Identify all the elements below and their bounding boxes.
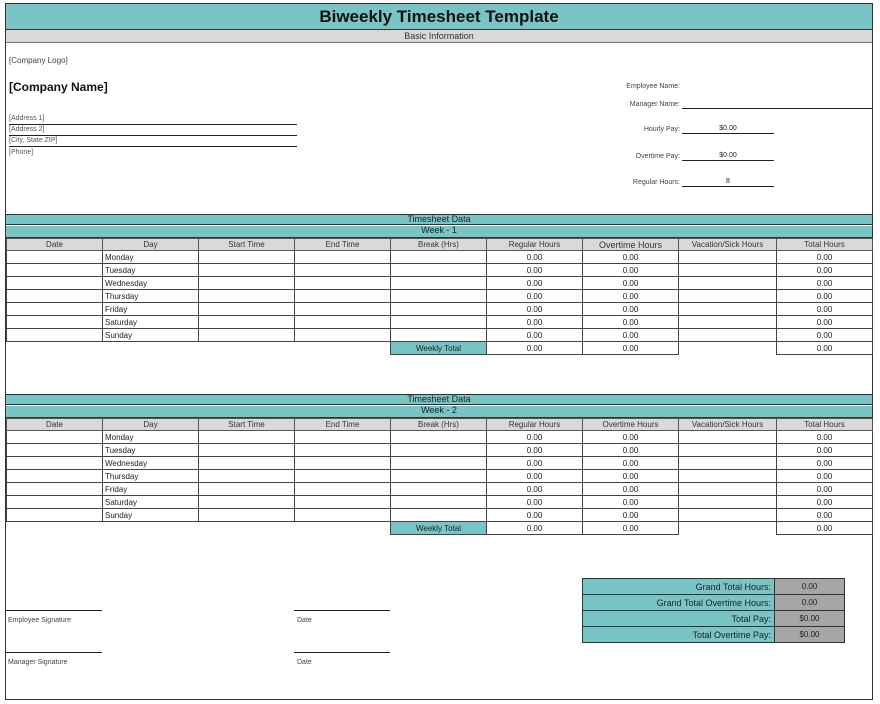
day-cell: Friday xyxy=(103,483,199,496)
hourly-pay-label: Hourly Pay: xyxy=(643,126,680,133)
overtime-pay-label: Overtime Pay: xyxy=(635,153,680,160)
vacation-sick-cell[interactable] xyxy=(679,303,777,316)
grand-total-hours-value: 0.00 xyxy=(775,579,845,595)
regular-hours-cell: 0.00 xyxy=(487,264,583,277)
employee-date-label: Date xyxy=(297,617,312,624)
grand-total-overtime-value: 0.00 xyxy=(775,595,845,611)
vacation-sick-cell[interactable] xyxy=(679,277,777,290)
col-total-hours: Total Hours xyxy=(777,419,873,431)
hourly-pay-field[interactable]: $0.00 xyxy=(682,124,774,134)
sheet-title: Biweekly Timesheet Template xyxy=(6,4,872,30)
start-time-cell[interactable] xyxy=(199,303,295,316)
start-time-cell[interactable] xyxy=(199,431,295,444)
table-row xyxy=(7,316,873,329)
regular-hours-label: Regular Hours: xyxy=(632,179,680,186)
total-pay-value: $0.00 xyxy=(775,611,845,627)
day-cell: Friday xyxy=(103,303,199,316)
manager-signature-line[interactable] xyxy=(6,652,102,653)
regular-hours-cell: 0.00 xyxy=(487,470,583,483)
col-date: Date xyxy=(7,419,103,431)
employee-name-field[interactable] xyxy=(682,82,872,92)
end-time-cell[interactable] xyxy=(295,470,391,483)
day-cell: Sunday xyxy=(103,329,199,342)
start-time-cell[interactable] xyxy=(199,316,295,329)
grand-total-overtime-label: Grand Total Overtime Hours: xyxy=(583,595,775,611)
break-cell[interactable] xyxy=(391,329,487,342)
overtime-hours-cell: 0.00 xyxy=(583,316,679,329)
overtime-hours-cell: 0.00 xyxy=(583,457,679,470)
grand-totals-table xyxy=(582,578,845,643)
start-time-cell[interactable] xyxy=(199,290,295,303)
regular-hours-cell: 0.00 xyxy=(487,496,583,509)
total-hours-cell: 0.00 xyxy=(777,509,873,522)
regular-hours-cell: 0.00 xyxy=(487,444,583,457)
end-time-cell[interactable] xyxy=(295,483,391,496)
vacation-sick-cell[interactable] xyxy=(679,251,777,264)
col-vacation-sick-hours: Vacation/Sick Hours xyxy=(679,239,777,251)
vacation-sick-cell[interactable] xyxy=(679,264,777,277)
total-hours-cell: 0.00 xyxy=(777,264,873,277)
table-row xyxy=(7,483,873,496)
weekly-hours-total: 0.00 xyxy=(777,522,873,535)
start-time-cell[interactable] xyxy=(199,264,295,277)
regular-hours-cell: 0.00 xyxy=(487,251,583,264)
overtime-hours-cell: 0.00 xyxy=(583,470,679,483)
date-cell[interactable] xyxy=(7,251,103,264)
table-row xyxy=(7,264,873,277)
week-2-table xyxy=(6,418,873,535)
vacation-sick-cell[interactable] xyxy=(679,496,777,509)
vacation-sick-cell[interactable] xyxy=(679,290,777,303)
table-row xyxy=(7,457,873,470)
date-cell[interactable] xyxy=(7,470,103,483)
start-time-cell[interactable] xyxy=(199,496,295,509)
col-day: Day xyxy=(103,239,199,251)
table-row xyxy=(7,251,873,264)
total-hours-cell: 0.00 xyxy=(777,251,873,264)
col-date: Date xyxy=(7,239,103,251)
company-logo-placeholder: [Company Logo] xyxy=(9,56,68,65)
company-name[interactable]: [Company Name] xyxy=(9,80,108,94)
date-cell[interactable] xyxy=(7,457,103,470)
end-time-cell[interactable] xyxy=(295,444,391,457)
col-overtime-hours: Overtime Hours xyxy=(583,239,679,251)
total-hours-cell: 0.00 xyxy=(777,470,873,483)
date-cell[interactable] xyxy=(7,483,103,496)
regular-hours-cell: 0.00 xyxy=(487,329,583,342)
day-cell: Thursday xyxy=(103,470,199,483)
col-start-time: Start Time xyxy=(199,419,295,431)
end-time-cell[interactable] xyxy=(295,431,391,444)
day-cell: Saturday xyxy=(103,316,199,329)
day-cell: Monday xyxy=(103,251,199,264)
break-cell[interactable] xyxy=(391,457,487,470)
end-time-cell[interactable] xyxy=(295,316,391,329)
total-pay-row xyxy=(583,611,845,627)
vacation-sick-cell[interactable] xyxy=(679,470,777,483)
col-regular-hours: Regular Hours xyxy=(487,419,583,431)
employee-date-line[interactable] xyxy=(294,610,390,611)
table-row xyxy=(7,509,873,522)
day-cell: Saturday xyxy=(103,496,199,509)
table-row xyxy=(7,496,873,509)
manager-signature-label: Manager Signature xyxy=(8,659,68,666)
timesheet-data-header-2: Timesheet Data xyxy=(6,394,872,405)
timesheet-sheet xyxy=(5,3,873,700)
regular-hours-cell: 0.00 xyxy=(487,431,583,444)
overtime-hours-cell: 0.00 xyxy=(583,264,679,277)
start-time-cell[interactable] xyxy=(199,444,295,457)
col-total-hours: Total Hours xyxy=(777,239,873,251)
start-time-cell[interactable] xyxy=(199,251,295,264)
date-cell[interactable] xyxy=(7,496,103,509)
overtime-hours-cell: 0.00 xyxy=(583,509,679,522)
employee-signature-line[interactable] xyxy=(6,610,102,611)
regular-hours-cell: 0.00 xyxy=(487,277,583,290)
regular-hours-cell: 0.00 xyxy=(487,457,583,470)
day-cell: Monday xyxy=(103,431,199,444)
start-time-cell[interactable] xyxy=(199,457,295,470)
break-cell[interactable] xyxy=(391,496,487,509)
table-row xyxy=(7,470,873,483)
weekly-overtime-total: 0.00 xyxy=(583,522,679,535)
regular-hours-cell: 0.00 xyxy=(487,316,583,329)
break-cell[interactable] xyxy=(391,509,487,522)
date-cell[interactable] xyxy=(7,316,103,329)
col-vacation-sick-hours: Vacation/Sick Hours xyxy=(679,419,777,431)
manager-date-label: Date xyxy=(297,659,312,666)
regular-hours-cell: 0.00 xyxy=(487,509,583,522)
table-row xyxy=(7,303,873,316)
date-cell[interactable] xyxy=(7,431,103,444)
address2-field[interactable]: [Address 2] xyxy=(9,125,297,136)
total-overtime-pay-value: $0.00 xyxy=(775,627,845,643)
overtime-hours-cell: 0.00 xyxy=(583,251,679,264)
phone-field[interactable]: [Phone] xyxy=(9,149,34,156)
weekly-total-label: Weekly Total xyxy=(391,522,487,535)
break-cell[interactable] xyxy=(391,470,487,483)
end-time-cell[interactable] xyxy=(295,290,391,303)
grand-total-hours-label: Grand Total Hours: xyxy=(583,579,775,595)
table-row xyxy=(7,290,873,303)
break-cell[interactable] xyxy=(391,251,487,264)
basic-info-header: Basic Information xyxy=(6,30,872,43)
weekly-hours-total: 0.00 xyxy=(777,342,873,355)
total-hours-cell: 0.00 xyxy=(777,290,873,303)
col-overtime-hours: Overtime Hours xyxy=(583,419,679,431)
start-time-cell[interactable] xyxy=(199,483,295,496)
overtime-hours-cell: 0.00 xyxy=(583,277,679,290)
end-time-cell[interactable] xyxy=(295,277,391,290)
col-break: Break (Hrs) xyxy=(391,239,487,251)
col-end-time: End Time xyxy=(295,419,391,431)
day-cell: Wednesday xyxy=(103,277,199,290)
date-cell[interactable] xyxy=(7,329,103,342)
day-cell: Thursday xyxy=(103,290,199,303)
date-cell[interactable] xyxy=(7,509,103,522)
end-time-cell[interactable] xyxy=(295,303,391,316)
grand-total-hours-row xyxy=(583,579,845,595)
total-hours-cell: 0.00 xyxy=(777,303,873,316)
day-cell: Tuesday xyxy=(103,264,199,277)
total-pay-label: Total Pay: xyxy=(583,611,775,627)
table-row xyxy=(7,444,873,457)
overtime-hours-cell: 0.00 xyxy=(583,290,679,303)
date-cell[interactable] xyxy=(7,290,103,303)
vacation-sick-cell[interactable] xyxy=(679,329,777,342)
vacation-sick-cell[interactable] xyxy=(679,457,777,470)
vacation-sick-cell[interactable] xyxy=(679,431,777,444)
break-cell[interactable] xyxy=(391,303,487,316)
table-row xyxy=(7,431,873,444)
overtime-hours-cell: 0.00 xyxy=(583,329,679,342)
regular-hours-cell: 0.00 xyxy=(487,483,583,496)
date-cell[interactable] xyxy=(7,277,103,290)
break-cell[interactable] xyxy=(391,264,487,277)
start-time-cell[interactable] xyxy=(199,329,295,342)
col-break: Break (Hrs) xyxy=(391,419,487,431)
week-1-table xyxy=(6,238,873,355)
weekly-total-label: Weekly Total xyxy=(391,342,487,355)
col-start-time: Start Time xyxy=(199,239,295,251)
day-cell: Wednesday xyxy=(103,457,199,470)
col-regular-hours: Regular Hours xyxy=(487,239,583,251)
date-cell[interactable] xyxy=(7,303,103,316)
employee-signature-label: Employee Signature xyxy=(8,617,72,624)
total-hours-cell: 0.00 xyxy=(777,316,873,329)
week-2-header-row xyxy=(7,419,873,431)
timesheet-data-header-1: Timesheet Data xyxy=(6,214,872,225)
date-cell[interactable] xyxy=(7,264,103,277)
table-row xyxy=(7,329,873,342)
week-1-total-row xyxy=(7,342,873,355)
end-time-cell[interactable] xyxy=(295,264,391,277)
overtime-hours-cell: 0.00 xyxy=(583,444,679,457)
manager-name-label: Manager Name: xyxy=(629,101,680,108)
week-2-header: Week - 2 xyxy=(6,406,872,418)
overtime-hours-cell: 0.00 xyxy=(583,303,679,316)
total-hours-cell: 0.00 xyxy=(777,431,873,444)
table-row xyxy=(7,277,873,290)
total-hours-cell: 0.00 xyxy=(777,457,873,470)
day-cell: Tuesday xyxy=(103,444,199,457)
total-hours-cell: 0.00 xyxy=(777,277,873,290)
end-time-cell[interactable] xyxy=(295,509,391,522)
break-cell[interactable] xyxy=(391,277,487,290)
end-time-cell[interactable] xyxy=(295,251,391,264)
vacation-sick-cell[interactable] xyxy=(679,509,777,522)
date-cell[interactable] xyxy=(7,444,103,457)
break-cell[interactable] xyxy=(391,316,487,329)
overtime-hours-cell: 0.00 xyxy=(583,483,679,496)
weekly-regular-total: 0.00 xyxy=(487,342,583,355)
end-time-cell[interactable] xyxy=(295,457,391,470)
break-cell[interactable] xyxy=(391,483,487,496)
overtime-hours-cell: 0.00 xyxy=(583,431,679,444)
regular-hours-cell: 0.00 xyxy=(487,303,583,316)
start-time-cell[interactable] xyxy=(199,509,295,522)
break-cell[interactable] xyxy=(391,290,487,303)
total-overtime-pay-label: Total Overtime Pay: xyxy=(583,627,775,643)
col-day: Day xyxy=(103,419,199,431)
city-state-zip-field[interactable]: [City, State ZIP] xyxy=(9,136,297,147)
manager-name-field[interactable] xyxy=(682,99,872,109)
address1-field[interactable]: [Address 1] xyxy=(9,114,297,125)
regular-hours-cell: 0.00 xyxy=(487,290,583,303)
vacation-sick-cell[interactable] xyxy=(679,444,777,457)
week-1-header: Week - 1 xyxy=(6,226,872,238)
weekly-overtime-total: 0.00 xyxy=(583,342,679,355)
weekly-regular-total: 0.00 xyxy=(487,522,583,535)
break-cell[interactable] xyxy=(391,444,487,457)
total-hours-cell: 0.00 xyxy=(777,329,873,342)
day-cell: Sunday xyxy=(103,509,199,522)
total-hours-cell: 0.00 xyxy=(777,483,873,496)
total-overtime-pay-row xyxy=(583,627,845,643)
manager-date-line[interactable] xyxy=(294,652,390,653)
total-hours-cell: 0.00 xyxy=(777,496,873,509)
grand-total-overtime-row xyxy=(583,595,845,611)
week-1-header-row xyxy=(7,239,873,251)
employee-name-label: Employee Name: xyxy=(626,83,680,90)
end-time-cell[interactable] xyxy=(295,329,391,342)
vacation-sick-cell[interactable] xyxy=(679,316,777,329)
end-time-cell[interactable] xyxy=(295,496,391,509)
col-end-time: End Time xyxy=(295,239,391,251)
vacation-sick-cell[interactable] xyxy=(679,483,777,496)
break-cell[interactable] xyxy=(391,431,487,444)
overtime-hours-cell: 0.00 xyxy=(583,496,679,509)
start-time-cell[interactable] xyxy=(199,277,295,290)
regular-hours-field[interactable]: 8 xyxy=(682,177,774,187)
week-2-total-row xyxy=(7,522,873,535)
overtime-pay-field[interactable]: $0.00 xyxy=(682,151,774,161)
start-time-cell[interactable] xyxy=(199,470,295,483)
total-hours-cell: 0.00 xyxy=(777,444,873,457)
